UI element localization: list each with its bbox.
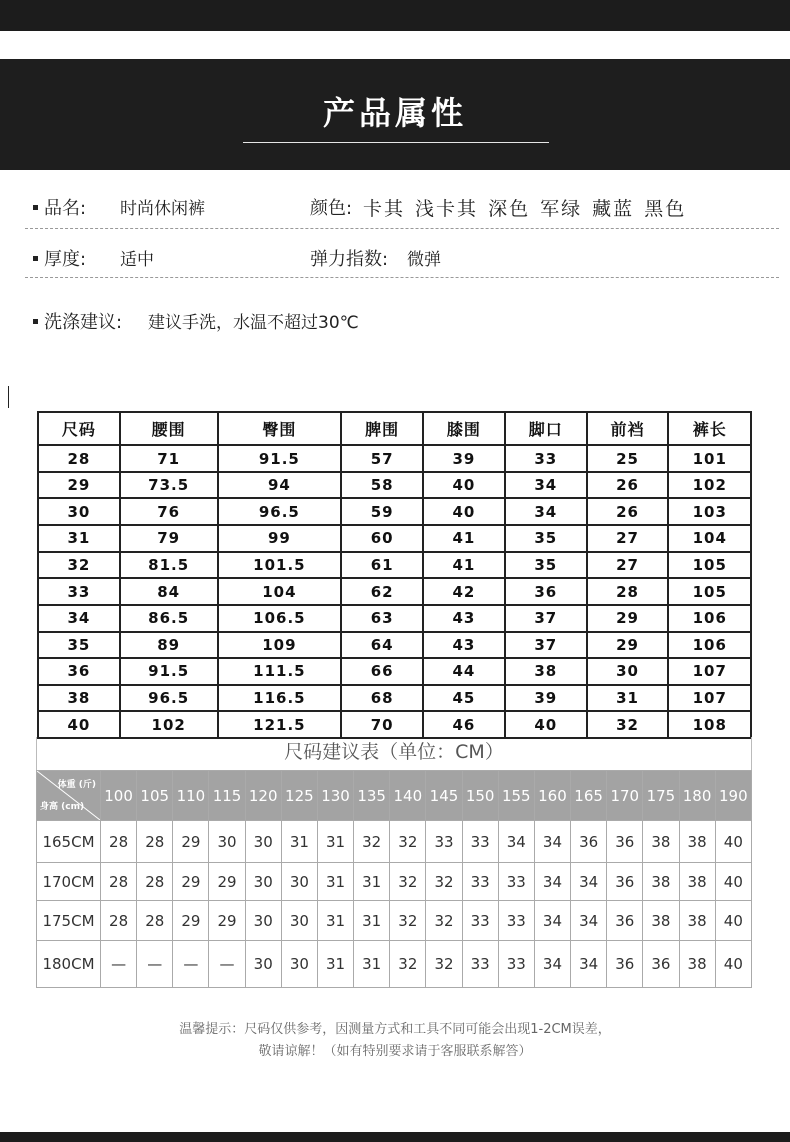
recommend-table [36,770,752,988]
table-cell: 39 [423,445,505,472]
table-cell: 106 [668,605,751,632]
table-cell: 36 [38,658,120,685]
table-cell: 30 [245,901,281,941]
table-cell: 63 [341,605,423,632]
table-cell: 45 [423,685,505,712]
weight-header: 180 [679,771,715,821]
table-cell: 29 [173,863,209,901]
table-cell: 79 [120,525,218,552]
table-cell: 34 [534,821,570,863]
table-cell: 40 [715,821,751,863]
table-cell: 33 [38,578,120,605]
table-cell: 42 [423,578,505,605]
table-cell: 29 [173,821,209,863]
header-cell: 脾围 [341,412,423,445]
table-cell: 32 [426,901,462,941]
table-cell: 35 [505,525,587,552]
size-table [37,411,752,739]
table-cell: 30 [281,941,317,988]
table-cell: 34 [505,498,587,525]
table-cell: 27 [587,552,669,579]
table-cell: 33 [498,901,534,941]
table-cell: 38 [505,658,587,685]
table-cell: 40 [715,863,751,901]
wash-value: 建议手洗，水温不超过30℃ [148,313,359,333]
table-cell: 104 [218,578,342,605]
table-cell: 29 [209,901,245,941]
table-cell: 39 [505,685,587,712]
name-label: 品名: [44,198,87,219]
height-header: 165CM [37,821,101,863]
table-row [37,941,752,988]
table-cell: 37 [505,632,587,659]
divider [25,228,779,229]
table-cell: 30 [281,901,317,941]
table-row [37,901,752,941]
table-cell: 46 [423,711,505,738]
table-cell: — [137,941,173,988]
weight-axis-label: 体重 (斤) [57,780,96,790]
table-cell: 38 [679,863,715,901]
table-cell: 38 [643,901,679,941]
table-cell: 105 [668,578,751,605]
table-cell: 38 [679,821,715,863]
table-cell: 102 [120,711,218,738]
weight-header: 160 [534,771,570,821]
table-row [38,605,751,632]
table-cell: 30 [281,863,317,901]
header-cell: 脚口 [505,412,587,445]
table-cell: 29 [209,863,245,901]
table-cell: 28 [101,901,137,941]
table-cell: 73.5 [120,472,218,499]
table-cell: 32 [390,941,426,988]
table-cell: 31 [587,685,669,712]
color-value: 卡其 浅卡其 深色 军绿 藏蓝 黑色 [363,198,687,220]
weight-header: 140 [390,771,426,821]
table-cell: 34 [38,605,120,632]
weight-header: 150 [462,771,498,821]
table-cell: 70 [341,711,423,738]
table-cell: 30 [245,863,281,901]
weight-header: 155 [498,771,534,821]
bottom-bar [0,1132,790,1142]
table-row [38,445,751,472]
table-cell: 29 [587,605,669,632]
table-cell: 38 [643,863,679,901]
weight-header: 135 [354,771,390,821]
table-cell: 121.5 [218,711,342,738]
bullet-icon [33,205,38,210]
table-cell: 60 [341,525,423,552]
table-row [38,632,751,659]
table-cell: 29 [38,472,120,499]
table-cell: 43 [423,605,505,632]
table-cell: 36 [607,901,643,941]
thickness-attribute [33,245,86,271]
size-table-header [38,412,751,445]
table-cell: 28 [101,821,137,863]
weight-header: 145 [426,771,462,821]
table-cell: 32 [390,821,426,863]
table-row [38,525,751,552]
table-row [38,472,751,499]
weight-header: 125 [281,771,317,821]
wash-label: 洗涤建议: [44,312,123,333]
table-cell: 106.5 [218,605,342,632]
note-line-2: 敬请谅解！（如有特别要求请于客服联系解答） [258,1044,532,1059]
table-cell: 34 [534,901,570,941]
table-cell: 28 [137,821,173,863]
weight-header: 120 [245,771,281,821]
table-cell: 99 [218,525,342,552]
table-cell: 62 [341,578,423,605]
table-cell: 103 [668,498,751,525]
table-cell: 38 [38,685,120,712]
table-cell: 33 [498,941,534,988]
table-cell: 34 [498,821,534,863]
elasticity-value: 微弹 [407,250,441,270]
name-value: 时尚休闲裤 [120,199,205,219]
table-cell: 76 [120,498,218,525]
title-underline [243,142,549,143]
table-cell: 61 [341,552,423,579]
table-cell: 36 [607,821,643,863]
thickness-value: 适中 [120,250,154,270]
note-line-1: 温馨提示：尺码仅供参考，因测量方式和工具不同可能会出现1-2CM误差， [179,1022,611,1037]
table-cell: 101 [668,445,751,472]
table-cell: 64 [341,632,423,659]
table-cell: 59 [341,498,423,525]
weight-header: 175 [643,771,679,821]
table-cell: 30 [587,658,669,685]
color-label: 颜色: [310,198,353,219]
table-cell: 31 [281,821,317,863]
table-cell: 84 [120,578,218,605]
table-cell: — [173,941,209,988]
name-attribute [33,194,86,220]
table-cell: 30 [245,821,281,863]
table-cell: 40 [38,711,120,738]
table-cell: 34 [534,941,570,988]
table-cell: — [209,941,245,988]
top-bar [0,0,790,31]
table-cell: 71 [120,445,218,472]
table-cell: 27 [587,525,669,552]
divider [25,277,779,278]
weight-header: 130 [317,771,353,821]
table-cell: 36 [505,578,587,605]
table-cell: 36 [607,941,643,988]
table-cell: 31 [354,901,390,941]
table-cell: — [101,941,137,988]
table-cell: 34 [534,863,570,901]
table-cell: 89 [120,632,218,659]
table-cell: 43 [423,632,505,659]
header-cell: 前裆 [587,412,669,445]
table-cell: 96.5 [218,498,342,525]
table-cell: 91.5 [120,658,218,685]
header-cell: 尺码 [38,412,120,445]
table-cell: 31 [354,863,390,901]
table-cell: 33 [462,901,498,941]
header-cell: 腰围 [120,412,218,445]
weight-header: 190 [715,771,751,821]
recommend-caption: 尺码建议表（单位：CM） [36,737,752,770]
table-cell: 30 [38,498,120,525]
bullet-icon [33,319,38,324]
table-cell: 66 [341,658,423,685]
table-cell: 104 [668,525,751,552]
table-cell: 68 [341,685,423,712]
table-cell: 108 [668,711,751,738]
bullet-icon [33,256,38,261]
header-cell: 臀围 [218,412,342,445]
page-title: 产品属性 [322,94,467,132]
table-cell: 33 [498,863,534,901]
header-cell: 裤长 [668,412,751,445]
thickness-label: 厚度: [44,249,87,270]
table-cell: 41 [423,525,505,552]
table-cell: 32 [390,863,426,901]
table-cell: 41 [423,552,505,579]
weight-header: 105 [137,771,173,821]
table-cell: 38 [679,901,715,941]
weight-header: 115 [209,771,245,821]
table-cell: 102 [668,472,751,499]
table-cell: 40 [423,472,505,499]
table-cell: 32 [587,711,669,738]
table-cell: 33 [462,863,498,901]
table-cell: 34 [571,901,607,941]
table-cell: 40 [505,711,587,738]
table-row [37,821,752,863]
table-cell: 31 [317,901,353,941]
table-cell: 107 [668,685,751,712]
wash-attribute [33,308,122,334]
table-cell: 36 [643,941,679,988]
table-cell: 31 [317,821,353,863]
table-cell: 34 [505,472,587,499]
table-cell: 33 [462,941,498,988]
weight-header: 165 [571,771,607,821]
table-cell: 36 [571,821,607,863]
table-cell: 32 [390,901,426,941]
table-cell: 105 [668,552,751,579]
table-row [38,578,751,605]
table-cell: 31 [317,941,353,988]
table-cell: 107 [668,658,751,685]
table-cell: 86.5 [120,605,218,632]
table-cell: 28 [38,445,120,472]
table-cell: 26 [587,472,669,499]
table-cell: 109 [218,632,342,659]
table-cell: 94 [218,472,342,499]
table-cell: 25 [587,445,669,472]
table-cell: 57 [341,445,423,472]
table-cell: 26 [587,498,669,525]
table-cell: 29 [587,632,669,659]
table-cell: 30 [245,941,281,988]
table-cell: 96.5 [120,685,218,712]
table-row [37,863,752,901]
table-cell: 101.5 [218,552,342,579]
weight-header: 100 [101,771,137,821]
corner-cell [37,771,101,821]
height-axis-label: 身高 (cm) [40,802,85,812]
table-cell: 31 [38,525,120,552]
table-cell: 106 [668,632,751,659]
table-cell: 33 [426,821,462,863]
table-cell: 38 [679,941,715,988]
text-cursor [8,386,9,408]
table-cell: 28 [137,901,173,941]
table-cell: 40 [715,901,751,941]
table-cell: 32 [426,941,462,988]
table-cell: 30 [209,821,245,863]
table-cell: 111.5 [218,658,342,685]
table-cell: 58 [341,472,423,499]
table-cell: 33 [505,445,587,472]
table-cell: 91.5 [218,445,342,472]
table-cell: 40 [423,498,505,525]
header-cell: 膝围 [423,412,505,445]
table-cell: 38 [643,821,679,863]
weight-header: 170 [607,771,643,821]
table-cell: 29 [173,901,209,941]
weight-header: 110 [173,771,209,821]
table-cell: 32 [354,821,390,863]
height-header: 175CM [37,901,101,941]
table-cell: 31 [317,863,353,901]
table-cell: 34 [571,941,607,988]
table-row [38,658,751,685]
elasticity-label: 弹力指数: [310,249,389,270]
table-row [38,552,751,579]
table-cell: 31 [354,941,390,988]
table-row [38,498,751,525]
table-cell: 28 [587,578,669,605]
table-cell: 32 [426,863,462,901]
table-cell: 44 [423,658,505,685]
table-cell: 32 [38,552,120,579]
table-cell: 28 [137,863,173,901]
table-cell: 36 [607,863,643,901]
table-row [38,685,751,712]
weight-header-row [37,771,752,821]
table-cell: 116.5 [218,685,342,712]
table-cell: 34 [571,863,607,901]
table-cell: 28 [101,863,137,901]
table-row [38,711,751,738]
height-header: 170CM [37,863,101,901]
height-header: 180CM [37,941,101,988]
table-cell: 40 [715,941,751,988]
table-cell: 33 [462,821,498,863]
table-cell: 35 [38,632,120,659]
table-cell: 37 [505,605,587,632]
table-cell: 81.5 [120,552,218,579]
table-cell: 35 [505,552,587,579]
